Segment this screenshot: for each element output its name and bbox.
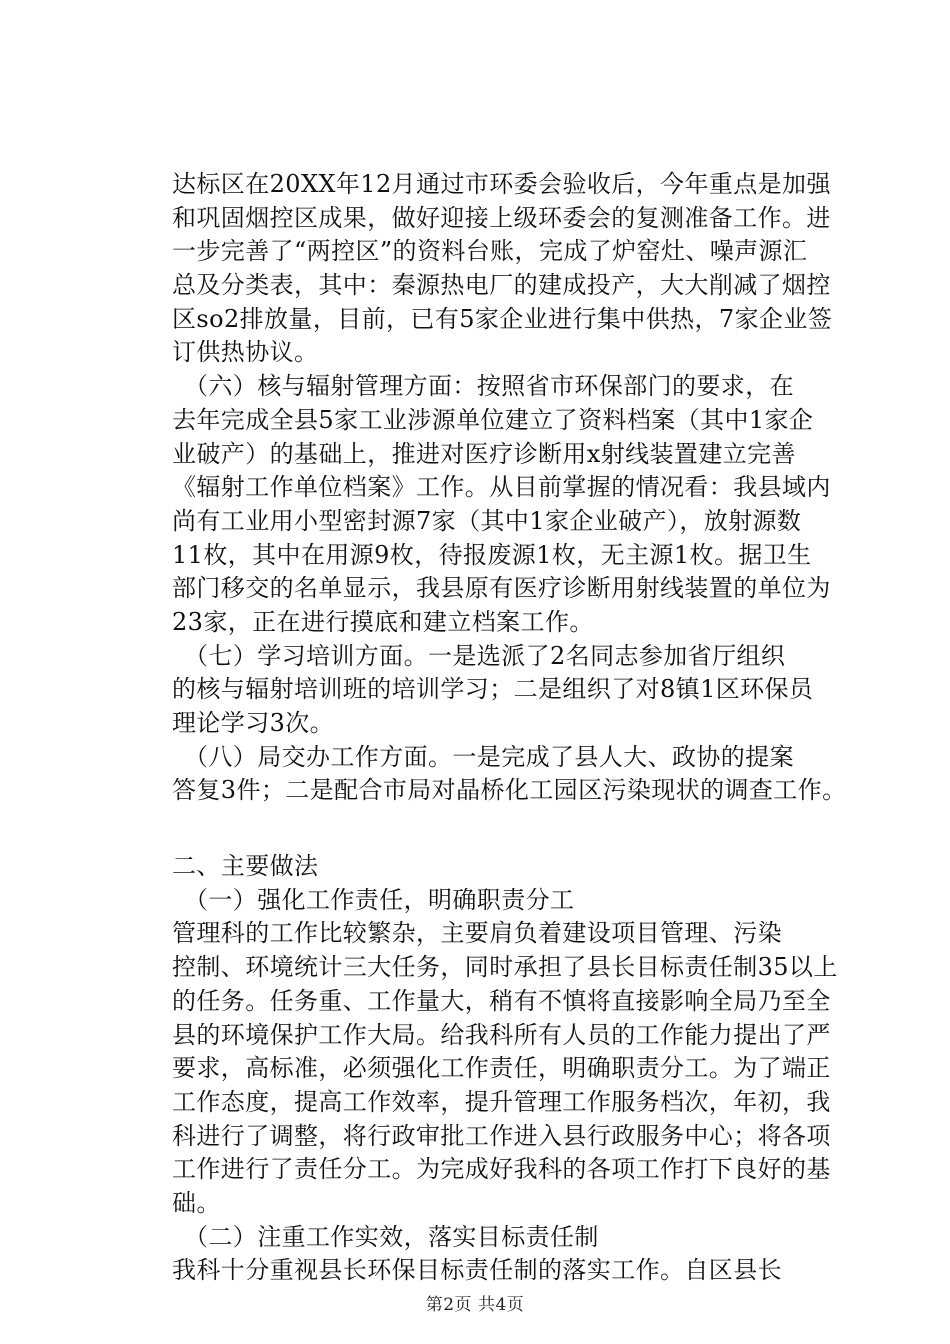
text-line: 我科十分重视县长环保目标责任制的落实工作。自区县长 <box>172 1256 782 1285</box>
text-line: 《辐射工作单位档案》工作。从目前掌握的情况看：我县域内 <box>172 473 831 502</box>
section-heading: 二、主要做法 <box>172 852 319 881</box>
text-line: 理论学习3次。 <box>172 709 335 737</box>
text-line: 区so2排放量，目前，已有5家企业进行集中供热，7家企业签 <box>172 304 833 333</box>
text-line: 的核与辐射培训班的培训学习；二是组织了对8镇1区环保员 <box>172 675 814 704</box>
text-line: 业破产）的基础上，推进对医疗诊断用x射线装置建立完善 <box>172 439 796 468</box>
text-line: 的任务。任务重、工作量大，稍有不慎将直接影响全局乃至全 <box>172 986 831 1015</box>
text-line: 工作态度，提高工作效率，提升管理工作服务档次，年初，我 <box>172 1087 831 1116</box>
text-line: 订供热协议。 <box>172 338 319 367</box>
text-line: 工作进行了责任分工。为完成好我科的各项工作打下良好的基 <box>172 1155 831 1184</box>
text-line: 尚有工业用小型密封源7家（其中1家企业破产），放射源数 <box>172 506 802 535</box>
text-line: （八）局交办工作方面。一是完成了县人大、政协的提案 <box>184 742 794 771</box>
text-line: 要求，高标准，必须强化工作责任，明确职责分工。为了端正 <box>172 1054 831 1083</box>
document-body <box>172 168 847 1288</box>
text-line: 和巩固烟控区成果，做好迎接上级环委会的复测准备工作。进 <box>172 203 831 232</box>
text-line: 科进行了调整，将行政审批工作进入县行政服务中心；将各项 <box>172 1121 831 1150</box>
text-line: 总及分类表，其中：秦源热电厂的建成投产，大大削减了烟控 <box>172 271 831 300</box>
text-line: 达标区在20XX年12月通过市环委会验收后，今年重点是加强 <box>172 170 831 198</box>
text-line: （七）学习培训方面。一是选派了2名同志参加省厅组织 <box>184 641 786 670</box>
text-line: 一步完善了“两控区”的资料台账，完成了炉窑灶、噪声源汇 <box>172 237 808 266</box>
subsection-heading: （一）强化工作责任，明确职责分工 <box>184 885 575 914</box>
page-number-footer: 第2页 共4页 <box>425 1295 525 1315</box>
text-line: 去年完成全县5家工业涉源单位建立了资料档案（其中1家企 <box>172 405 814 434</box>
text-line: 础。 <box>172 1188 221 1217</box>
text-line: 部门移交的名单显示，我县原有医疗诊断用射线装置的单位为 <box>172 574 831 603</box>
text-line: 控制、环境统计三大任务，同时承担了县长目标责任制35以上 <box>172 953 838 982</box>
text-line: 11枚，其中在用源9枚，待报废源1枚，无主源1枚。据卫生 <box>172 540 812 569</box>
text-line: 县的环境保护工作大局。给我科所有人员的工作能力提出了严 <box>172 1020 831 1049</box>
text-line: 答复3件；二是配合市局对晶桥化工园区污染现状的调查工作。 <box>172 776 847 805</box>
paragraph-gap <box>172 808 844 850</box>
text-line: （六）核与辐射管理方面：按照省市环保部门的要求，在 <box>184 372 794 401</box>
text-line: 管理科的工作比较繁杂，主要肩负着建设项目管理、污染 <box>172 919 782 948</box>
subsection-heading: （二）注重工作实效，落实目标责任制 <box>184 1222 599 1251</box>
text-line: 23家，正在进行摸底和建立档案工作。 <box>172 607 594 636</box>
